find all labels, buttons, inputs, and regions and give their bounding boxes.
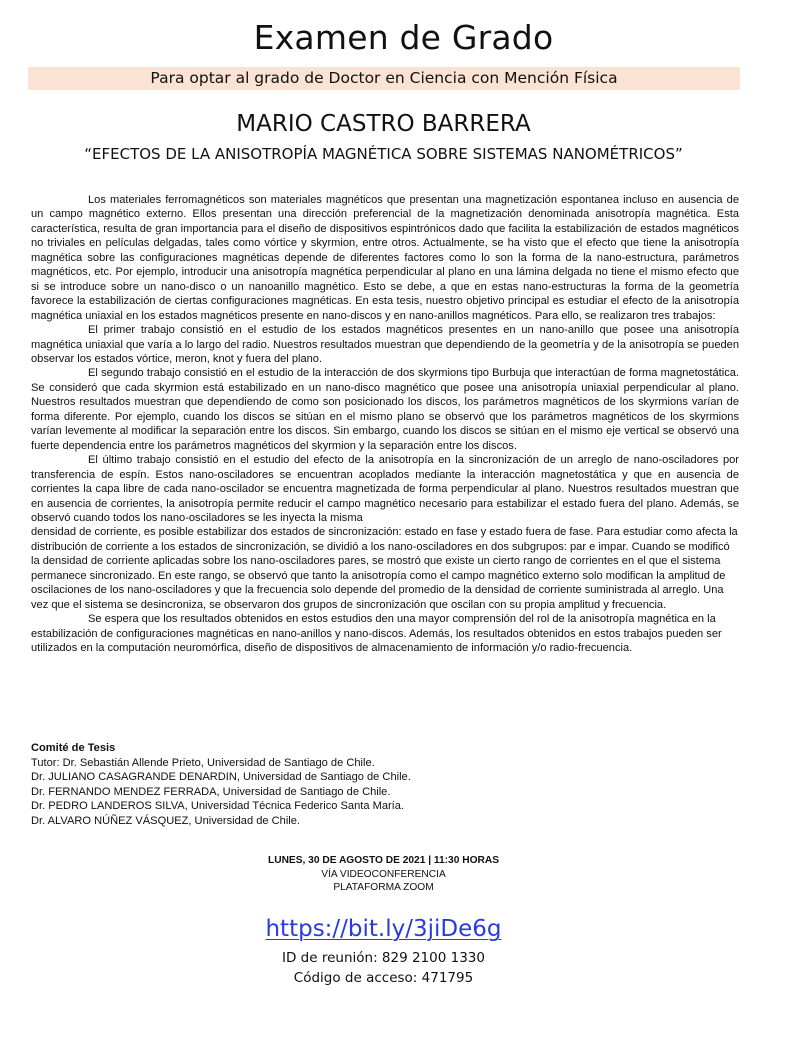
abstract-paragraph: Los materiales ferromagnéticos son materiales magnéticos que presentan una magnetización espontanea incluso en ausencia de un campo magnético externo. Ellos presentan una dirección preferencial de la magnetización denominada anisotropía magnética. Esta característica, resulta de gran importancia para el diseño de dispositivos espintrónicos dado que facilita la estabilización de estados magnéticos no triviales en películas delgadas, tales como vórtice y skyrmion, entre otros. Actualmente, se ha visto que el efecto que tiene la anisotropía magnética sobre las configuraciones magnéticas depende de diferentes factores como lo son la forma de la nano-estructura, parámetros magnéticos, etc. Por ejemplo, introducir una anisotropía magnética perpendicular al plano en una lámina delgada no tiene el mismo efecto que si se introduce sobre un nano-disco o un nanoanillo magnético. Esto se debe, a que en estas nano-estructuras la forma de la geometría favorece la estabilización de ciertas configuraciones magnéticas. En esta tesis, nuestro objetivo principal es estudiar el efecto de la anisotropía magnética uniaxial en los estados magnéticos presente en nano-discos y en nano-anillos magnéticos. Para ello, se realizaron tres trabajos: xyxy=(31,194,739,322)
abstract-paragraph: El segundo trabajo consistió en el estudio de la interacción de dos skyrmions tipo Burbuja que interactúan de forma magnetostática. Se consideró que cada skyrmion está estabilizado en un nano-disco magnético que posee una anisotropía uniaxial perpendicular al plano. Nuestros resultados muestran que dependiendo de como son posicionado los discos, los parámetros magnéticos de los skyrmions varían de forma diferente. Por ejemplo, cuando los discos se sitúan en el mismo plano se observó que los parámetros magnéticos de los skyrmions varían levemente al modificar la separación entre los discos. Sin embargo, cuando los discos se sitúan en el mismo eje vertical se observó una fuerte dependencia entre los parámetros magnéticos del skyrmion y la separación entre los discos. xyxy=(31,367,739,452)
committee-member: Dr. JULIANO CASAGRANDE DENARDIN, Universidad de Santiago de Chile. xyxy=(31,771,411,783)
abstract-paragraph: El primer trabajo consistió en el estudio de los estados magnéticos presentes en un nano-anillo que posee una anisotropía magnética uniaxial que varía a lo largo del radio. Nuestros resultados muestran que dependiendo de la geometría y de la anisotropía se pueden observar los estados vórtice, meron, knot y fuera del plano. xyxy=(31,324,739,365)
committee-member: Tutor: Dr. Sebastián Allende Prieto, Universidad de Santiago de Chile. xyxy=(31,756,375,769)
abstract-paragraph: Se espera que los resultados obtenidos en estos estudios den una mayor comprensión del rol de la anisotropía magnética en la estabilización de configuraciones magnéticas en nano-anillos y nano-discos. Además, los resultados obtenidos en estos trabajos pueden ser utilizados en la computación neuromórfica, diseño de dispositivos de almacenamiento de información y/o radio-frecuencia. xyxy=(31,613,722,655)
thesis-title: “EFECTOS DE LA ANISOTROPÍA MAGNÉTICA SOBRE SISTEMAS NANOMÉTRICOS” xyxy=(84,145,683,163)
meeting-info xyxy=(0,949,767,988)
meeting-id: ID de reunión: 829 2100 1330 xyxy=(282,950,485,966)
event-mode: VÍA VIDEOCONFERENCIA xyxy=(321,868,446,880)
committee-member: Dr. ALVARO NÚÑEZ VÁSQUEZ, Universidad de Chile. xyxy=(31,814,301,827)
meeting-link[interactable]: https://bit.ly/3jiDe6g xyxy=(265,916,502,942)
degree-subtitle: Para optar al grado de Doctor en Ciencia con Mención Física xyxy=(150,69,618,87)
abstract-paragraph: densidad de corriente, es posible estabilizar dos estados de sincronización: estado en fase y estado fuera de fase. Para estudiar como afecta la distribución de corriente a los estados de sincronización, se dividió a los nano-osciladores en dos subgrupos: par e impar. Cuando se modificó la densidad de corriente aplicadas sobre los nano-osciladores pares, se mostró que existe un cierto rango de corrientes en el que el sistema permanece sincronizado. En este rango, se observó que tanto la anisotropía como el campo magnético externo solo modifican la amplitud de oscilaciones de los nano-osciladores y que la frecuencia solo depende del promedio de la densidad de corriente suministrada al arreglo. Una vez que el sistema se desincroniza, se observaron dos grupos de sincronización que oscilan con su propia amplitud y frecuencia. xyxy=(31,526,738,611)
abstract-paragraph: El último trabajo consistió en el estudio del efecto de la anisotropía en la sincronización de un arreglo de nano-osciladores por transferencia de espín. Estos nano-osciladores se encuentran acoplados mediante la interacción magnetostática y que en ausencia de corrientes la capa libre de cada nano-oscilador se encuentra magnetizada de forma perpendicular al plano. Nuestros resultados muestran que en ausencia de corrientes, la anisotropía permite reducir el campo magnético necesario para estabilizar el estado fuera del plano. Además, se observó cuando todos los nano-osciladores se les inyecta la misma xyxy=(31,454,739,524)
event-date: LUNES, 30 DE AGOSTO DE 2021 | 11:30 HORAS xyxy=(267,855,500,866)
committee-title: Comité de Tesis xyxy=(31,742,116,754)
thesis-committee xyxy=(31,741,411,828)
event-platform: PLATAFORMA ZOOM xyxy=(333,882,434,893)
meeting-link-row xyxy=(0,916,767,942)
abstract xyxy=(31,193,739,656)
committee-member: Dr. FERNANDO MENDEZ FERRADA, Universidad de Santiago de Chile. xyxy=(31,785,391,798)
candidate-name: MARIO CASTRO BARRERA xyxy=(236,111,531,137)
event-details xyxy=(0,854,767,895)
committee-member: Dr. PEDRO LANDEROS SILVA, Universidad Técnica Federico Santa María. xyxy=(31,800,405,812)
document-title: Examen de Grado xyxy=(253,18,554,57)
meeting-passcode: Código de acceso: 471795 xyxy=(293,969,474,986)
